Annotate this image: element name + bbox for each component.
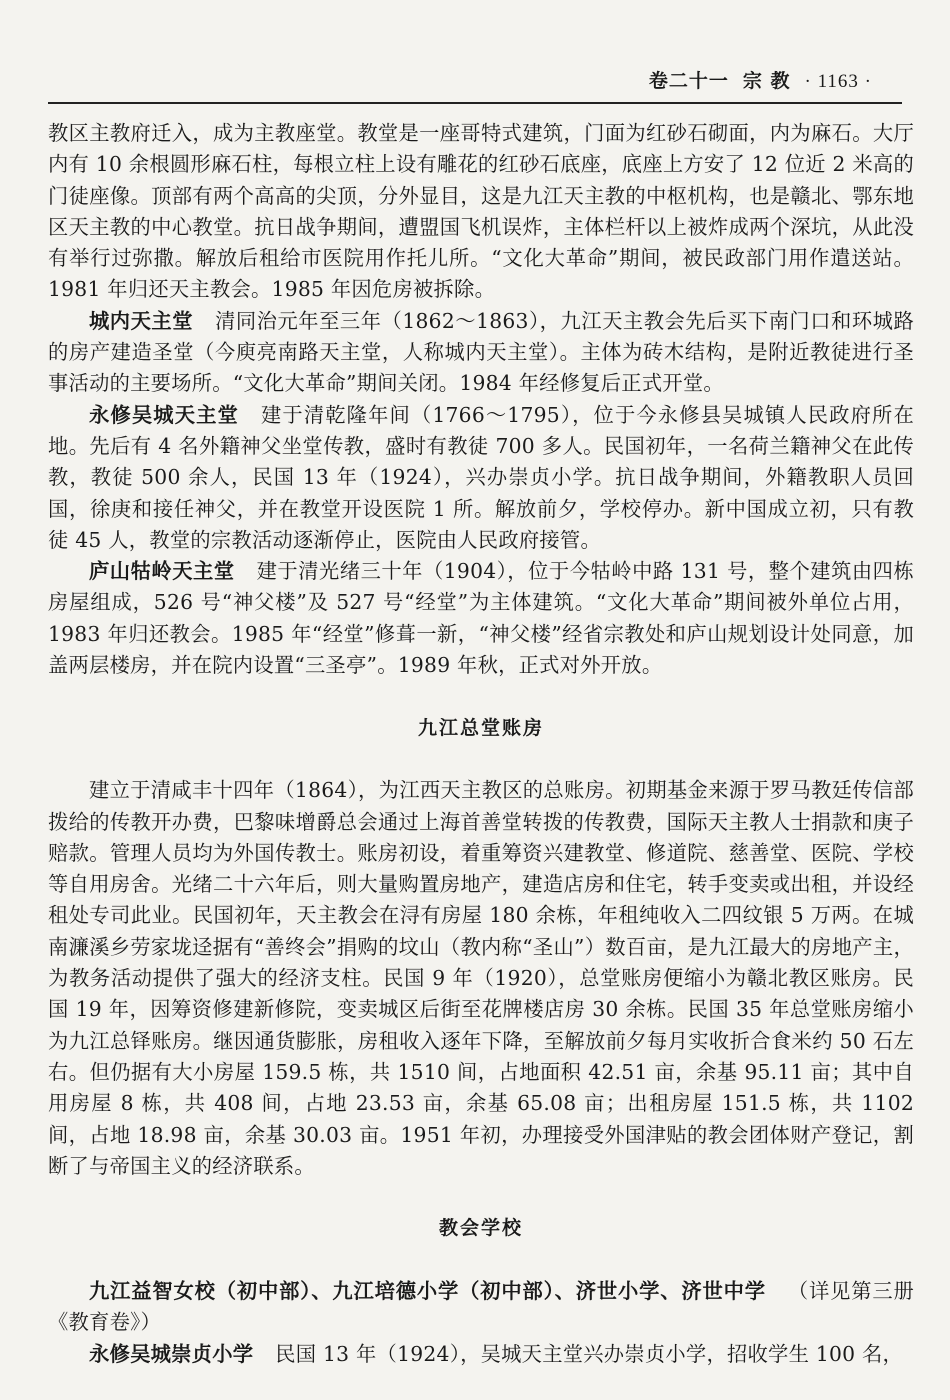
entry-text: 建于清乾隆年间（1766～1795），位于今永修县吴城镇人民政府所在地。先后有 4 名外籍神父坐堂传教，盛时有教徒 700 多人。民国初年，一名荷兰籍神父在此传教，教徒 500 余人，民国 13 年（1924），兴办崇贞小学。抗日战争期间，外籍教职人员回国，徐庚和接任神父，并在教堂开设医院 1 所。解放前夕，学校停办。新中国成立初，只有教徒 45 人，教堂的宗教活动逐渐停止，医院由人民政府接管。 — [48, 402, 914, 552]
spacer — [48, 1245, 914, 1276]
entry-text: 清同治元年至三年（1862～1863），九江天主教会先后买下南门口和环城路的房产建造圣堂（今庾亮南路天主堂，人称城内天主堂）。主体为砖木结构，是附近教徒进行圣事活动的主要场所。“文化大革命”期间关闭。1984 年经修复后正式开堂。 — [48, 308, 914, 396]
paragraph-accounts: 建立于清咸丰十四年（1864），为江西天主教区的总账房。初期基金来源于罗马教廷传信部拨给的传教开办费，巴黎味增爵总会通过上海首善堂转拨的传教费，国际天主教人士捐款和庚子赔款。管理人员均为外国传教士。账房初设，着重筹资兴建教堂、修道院、慈善堂、医院、学校等自用房舍。光绪二十六年后，则大量购置房地产，建造店房和住宅，转手变卖或出租，并设经租处专司此业。民国初年，天主教会在浔有房屋 180 余栋，年租纯收入二四纹银 5 万两。在城南濂溪乡劳家垅迳据有“善终会”捐购的坟山（教内称“圣山”）数百亩，是九江最大的房地产主，为教务活动提供了强大的经济支柱。民国 9 年（1920），总堂账房便缩小为赣北教区账房。民国 19 年，因筹资修建新修院，变卖城区后街至花牌楼店房 30 余栋。民国 35 年总堂账房缩小为九江总铎账房。继因通货膨胀，房租收入逐年下降，至解放前夕每月实收折合食米约 50 石左右。但仍据有大小房屋 159.5 栋，共 1510 间，占地面积 42.51 亩，余基 95.11 亩；其中自用房屋 8 栋，共 408 间，占地 23.53 亩，余基 65.08 亩；出租房屋 151.5 栋，共 1102 间，占地 18.98 亩，余基 30.03 亩。1951 年初，办理接受外国津贴的教会团体财产登记，割断了与帝国主义的经济联系。 — [48, 778, 914, 1178]
paragraph-city-church — [48, 306, 914, 400]
section-heading-accounts: 九江总堂账房 — [417, 716, 544, 739]
volume-label: 卷二十一 — [648, 70, 729, 92]
entry-term: 永修吴城天主堂 — [89, 402, 239, 427]
header-text — [649, 66, 872, 93]
entry-term: 永修吴城崇贞小学 — [89, 1341, 254, 1366]
paragraph-cathedral: 教区主教府迁入，成为主教座堂。教堂是一座哥特式建筑，门面为红砂石砌面，内为麻石。大厅内有 10 余根圆形麻石柱，每根立柱上设有雕花的红砂石底座，底座上方安了 12 位近 2 米高的门徒座像。顶部有两个高高的尖顶，分外显目，这是九江天主教的中枢机构，也是赣北、鄂东地区天主教的中心教堂。抗日战争期间，遭盟国飞机误炸，主体栏杆以上被炸成两个深坑，从此没有举行过弥撒。解放后租给市医院用作托儿所。“文化大革命”期间，被民政部门用作遣送站。1981 年归还天主教会。1985 年因危房被拆除。 — [48, 121, 914, 302]
body-text — [48, 118, 914, 1370]
entry-text: 建于清光绪三十年（1904），位于今牯岭中路 131 号，整个建筑由四栋房屋组成，526 号“神父楼”及 527 号“经堂”为主体建筑。“文化大革命”期间被外单位占用，1983 年归还教会。1985 年“经堂”修葺一新，“神父楼”经省宗教处和庐山规划设计处同意，加盖两层楼房，并在院内设置“三圣亭”。1989 年秋，正式对外开放。 — [48, 559, 914, 678]
spacer — [48, 1182, 914, 1213]
entry-text: 民国 13 年（1924），吴城天主堂兴办崇贞小学，招收学生 100 名， — [275, 1341, 904, 1366]
section-heading-schools: 教会学校 — [438, 1217, 523, 1240]
entry-text: （详见第三册《教育卷》） — [48, 1278, 914, 1335]
running-header — [48, 62, 902, 104]
paragraph-wucheng-church — [48, 400, 914, 556]
entry-term: 九江益智女校（初中部）、九江培德小学（初中部）、济世小学、济世中学 — [89, 1278, 766, 1303]
page-number: · 1163 · — [804, 71, 872, 92]
entry-term: 庐山牯岭天主堂 — [89, 559, 235, 584]
entry-term: 城内天主堂 — [89, 308, 194, 333]
paragraph-schools-list — [48, 1276, 914, 1339]
paragraph-guling-church — [48, 556, 914, 681]
spacer — [48, 681, 914, 712]
subject-label: 宗 教 — [742, 70, 791, 92]
paragraph-chongzhen-school — [48, 1339, 914, 1370]
spacer — [48, 744, 914, 775]
